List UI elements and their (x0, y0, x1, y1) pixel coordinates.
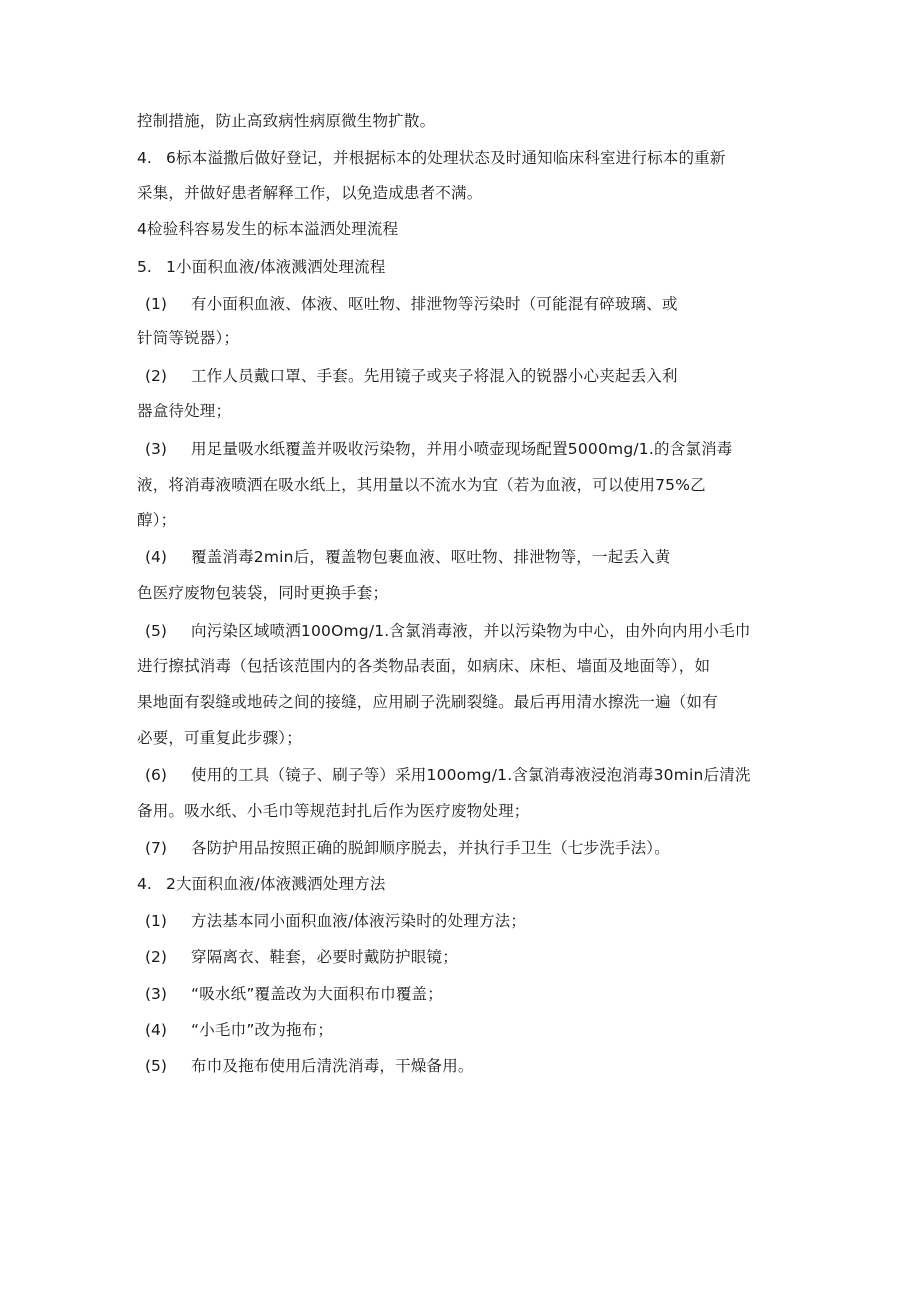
small-item-3-cont-1: 液，将消毒液喷洒在吸水纸上，其用量以不流水为宜（若为血液，可以使用75%乙 (137, 476, 706, 494)
small-item-5-cont-1: 进行擦拭消毒（包括该范围内的各类物品表面，如病床、床柜、墙面及地面等），如 (137, 657, 711, 675)
section-4-6-line-2: 采集，并做好患者解释工作，以免造成患者不满。 (137, 184, 483, 202)
section-4-6-line-1: 6标本溢撒后做好登记，并根据标本的处理状态及时通知临床科室进行标本的重新 (166, 149, 726, 167)
small-item-1-cont-1: 针筒等锐器）； (137, 329, 240, 347)
small-item-1-number: (1) (145, 295, 167, 313)
small-item-4-line-1: 覆盖消毒2min后，覆盖物包裹血液、呕吐物、排泄物等，一起丢入黄 (191, 548, 671, 566)
small-item-3-line-1: 用足量吸水纸覆盖并吸收污染物，并用小喷壶现场配置5000mg/1.的含氯消毒 (191, 440, 733, 458)
small-item-3-number: (3) (145, 440, 167, 458)
large-item-1-text: 方法基本同小面积血液/体液污染时的处理方法； (191, 912, 527, 930)
small-item-1-line-1: 有小面积血液、体液、呕吐物、排泄物等污染时（可能混有碎玻璃、或 (191, 295, 678, 313)
small-item-6-number: (6) (145, 766, 167, 784)
section-5-1-title: 1小面积血液/体液溅洒处理流程 (166, 258, 386, 276)
section-4-2-number: 4. (137, 875, 152, 893)
large-item-1-number: (1) (145, 912, 167, 930)
small-item-2-line-1: 工作人员戴口罩、手套。先用镜子或夹子将混入的锐器小心夹起丢入利 (191, 367, 678, 385)
large-item-4-number: (4) (145, 1021, 167, 1039)
small-item-5-number: (5) (145, 622, 167, 640)
small-item-5-line-1: 向污染区域喷洒100Omg/1.含氯消毒液，并以污染物为中心，由外向内用小毛巾 (191, 622, 751, 640)
large-item-3-number: (3) (145, 985, 167, 1003)
large-item-3-text: “吸水纸”覆盖改为大面积布巾覆盖； (191, 985, 443, 1003)
large-item-2-number: (2) (145, 948, 167, 966)
large-item-4-text: “小毛巾”改为拖布； (191, 1021, 334, 1039)
small-item-3-cont-2: 醇）； (137, 511, 177, 529)
small-item-5-cont-2: 果地面有裂缝或地砖之间的接缝，应用刷子洗刷裂缝。最后再用清水擦洗一遍（如有 (137, 693, 718, 711)
small-item-4-cont-1: 色医疗废物包装袋，同时更换手套； (137, 584, 389, 602)
section-4-heading: 4检验科容易发生的标本溢洒处理流程 (137, 220, 399, 238)
section-4-6-number: 4. (137, 149, 152, 167)
small-item-7-line-1: 各防护用品按照正确的脱卸顺序脱去，并执行手卫生（七步洗手法）。 (191, 839, 670, 857)
small-item-6-cont-1: 备用。吸水纸、小毛巾等规范封扎后作为医疗废物处理； (137, 802, 530, 820)
section-5-1-number: 5. (137, 258, 152, 276)
intro-line: 控制措施，防止高致病性病原微生物扩散。 (137, 112, 436, 130)
large-item-2-text: 穿隔离衣、鞋套，必要时戴防护眼镜； (191, 948, 458, 966)
small-item-7-number: (7) (145, 839, 167, 857)
small-item-4-number: (4) (145, 548, 167, 566)
small-item-2-cont-1: 器盒待处理； (137, 402, 232, 420)
small-item-5-cont-3: 必要，可重复此步骤）； (137, 729, 302, 747)
small-item-2-number: (2) (145, 367, 167, 385)
section-4-2-title: 2大面积血液/体液溅洒处理方法 (166, 875, 386, 893)
large-item-5-text: 布巾及拖布使用后清洗消毒，干燥备用。 (191, 1057, 474, 1075)
small-item-6-line-1: 使用的工具（镜子、刷子等）采用100omg/1.含氯消毒液浸泡消毒30min后清洗 (191, 766, 751, 784)
large-item-5-number: (5) (145, 1057, 167, 1075)
